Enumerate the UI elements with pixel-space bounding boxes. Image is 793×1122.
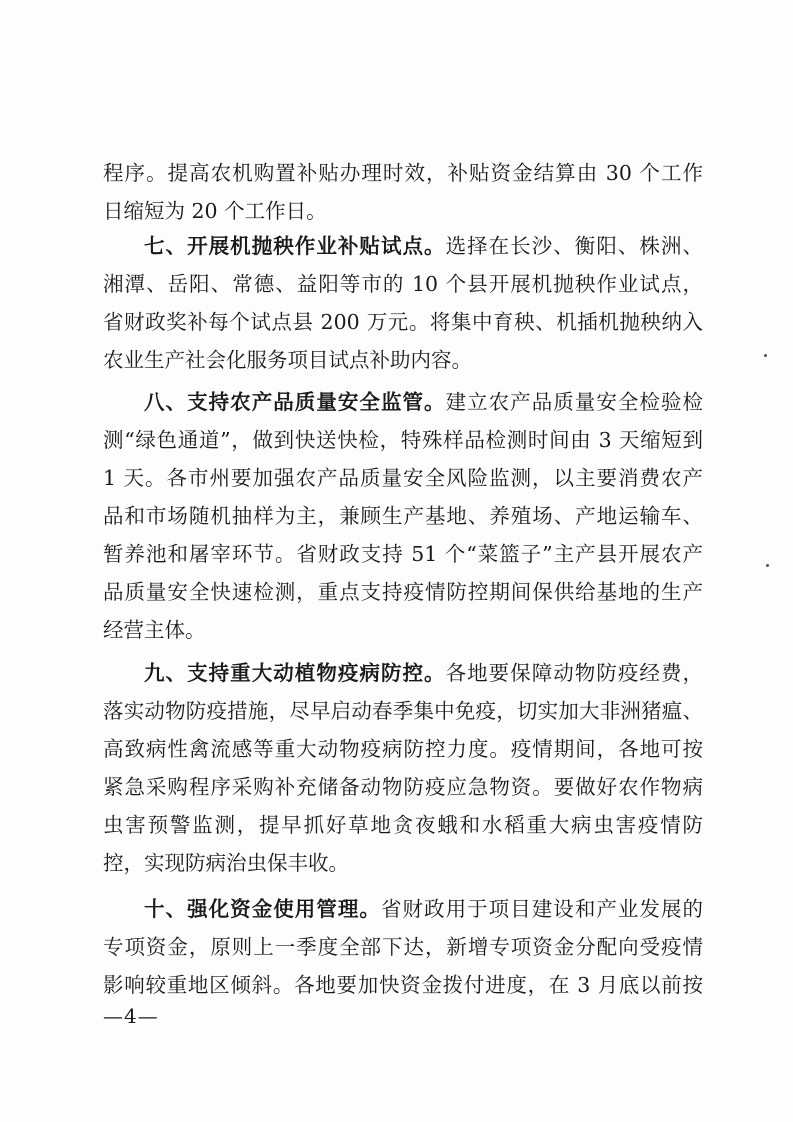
text-line: 虫害预警监测，提早抓好草地贪夜蛾和水稻重大病虫害疫情防 [103, 813, 703, 837]
text-run: 各地要保障动物防疫经费， [445, 661, 704, 685]
scan-speck [766, 564, 769, 567]
text-line: 品质量安全快速检测，重点支持疫情防控期间保供给基地的生产 [103, 580, 703, 604]
section-heading: 十、强化资金使用管理。 [144, 897, 381, 921]
paragraph-subsidy-efficiency [103, 154, 703, 230]
scan-speck [764, 354, 767, 357]
paragraph-section-10 [103, 890, 703, 1004]
text-line: 品和市场随机抽样为主，兼顾生产基地、养殖场、产地运输车、 [103, 504, 703, 528]
paragraph-section-8 [103, 383, 703, 649]
text-line: 经营主体。 [103, 618, 206, 642]
paragraph-section-7 [103, 227, 703, 379]
text-run: 省财政用于项目建设和产业发展的 [380, 897, 704, 921]
text-run: 建立农产品质量安全检验检 [445, 390, 704, 414]
text-line: 紧急采购程序采购补充储备动物防疫应急物资。要做好农作物病 [103, 775, 703, 799]
page-number: —4— [103, 1004, 159, 1028]
text-line: 1 天。各市州要加强农产品质量安全风险监测，以主要消费农产 [103, 466, 703, 490]
text-line: 专项资金，原则上一季度全部下达，新增专项资金分配向受疫情 [103, 935, 703, 959]
section-heading: 九、支持重大动植物疫病防控。 [144, 661, 446, 685]
paragraph-section-9 [103, 654, 703, 882]
text-run: 选择在长沙、衡阳、株洲、 [445, 234, 704, 258]
text-line: 高致病性禽流感等重大动物疫病防控力度。疫情期间，各地可按 [103, 737, 703, 761]
text-line [103, 383, 703, 421]
text-line [103, 654, 703, 692]
section-heading: 七、开展机抛秧作业补贴试点。 [144, 234, 446, 258]
text-line [103, 890, 703, 928]
text-line: 日缩短为 20 个工作日。 [103, 199, 327, 223]
section-heading: 八、支持农产品质量安全监管。 [144, 390, 446, 414]
text-line: 落实动物防疫措施，尽早启动春季集中免疫，切实加大非洲猪瘟、 [103, 699, 703, 723]
text-line [103, 227, 703, 265]
text-line: 程序。提高农机购置补贴办理时效，补贴资金结算由 30 个工作 [103, 161, 703, 185]
text-line: 测“绿色通道”，做到快送快检，特殊样品检测时间由 3 天缩短到 [103, 428, 703, 452]
text-line: 暂养池和屠宰环节。省财政支持 51 个“菜篮子”主产县开展农产 [103, 542, 703, 566]
text-line: 影响较重地区倾斜。各地要加快资金拨付进度，在 3 月底以前按 [103, 973, 703, 997]
text-line: 省财政奖补每个试点县 200 万元。将集中育秧、机插机抛秧纳入 [103, 310, 703, 334]
text-line: 农业生产社会化服务项目试点补助内容。 [103, 348, 472, 372]
text-line: 控，实现防病治虫保丰收。 [103, 851, 349, 875]
text-line: 湘潭、岳阳、常德、益阳等市的 10 个县开展机抛秧作业试点， [103, 272, 703, 296]
